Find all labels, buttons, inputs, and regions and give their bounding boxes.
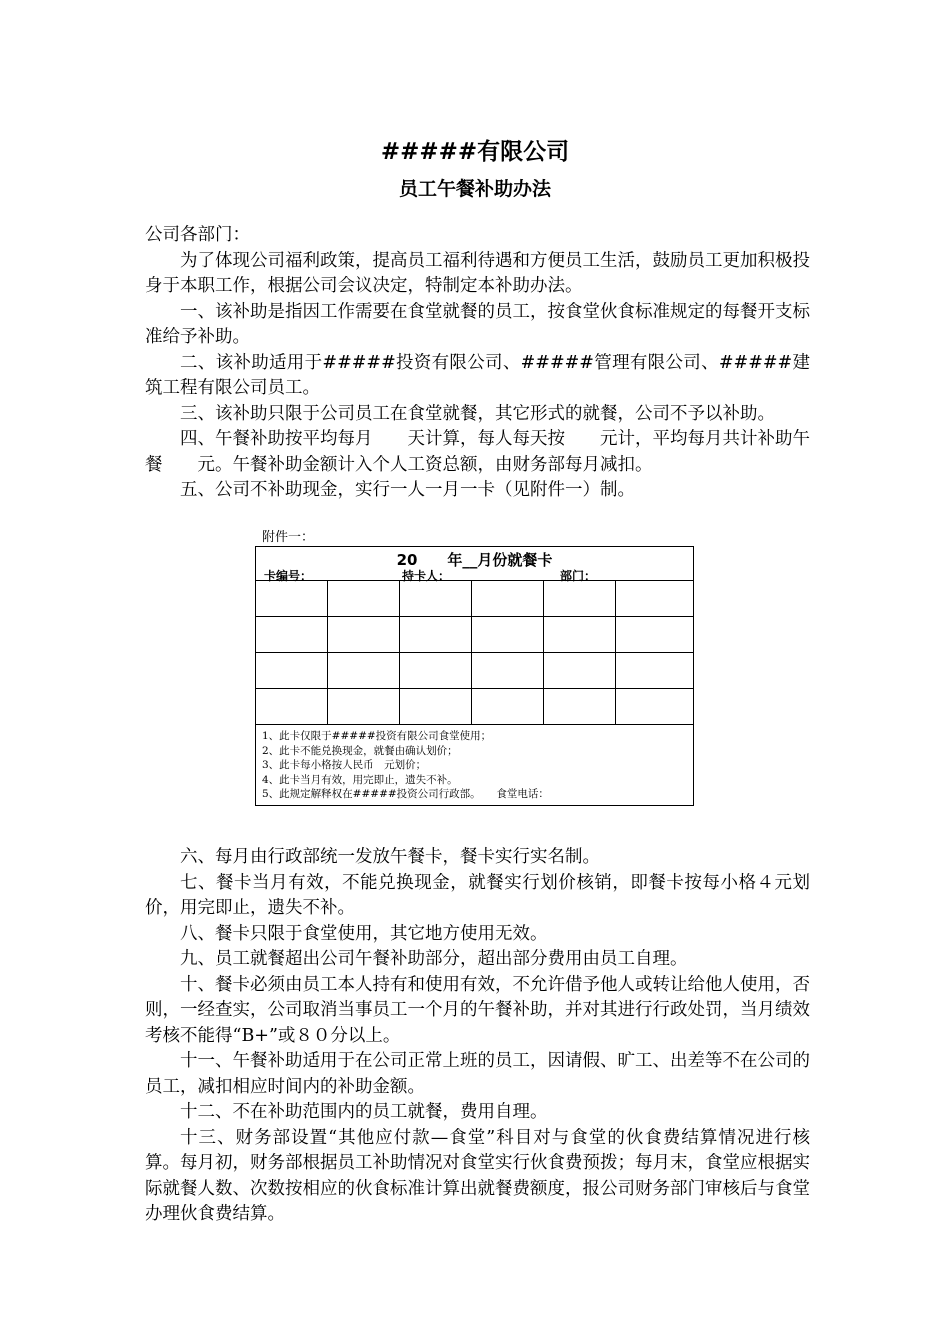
grid-cell — [616, 689, 694, 725]
grid-cell — [472, 581, 544, 617]
grid-cell — [328, 689, 400, 725]
clause-5: 五、公司不补助现金，实行一人一月一卡（见附件一）制。 — [180, 480, 635, 500]
card-holder-label: 持卡人： — [402, 569, 451, 583]
grid-cell — [400, 617, 472, 653]
clause-12: 十二、不在补助范围内的员工就餐，费用自理。 — [180, 1102, 548, 1122]
preamble: 为了体现公司福利政策，提高员工福利待遇和方便员工生活，鼓励员工更加积极投身于本职工作，根据公司会议决定，特制定本补助办法。 — [145, 250, 810, 296]
clause-3: 三、该补助只限于公司员工在食堂就餐，其它形式的就餐，公司不予以补助。 — [180, 403, 775, 424]
meal-card — [255, 546, 694, 806]
grid-row — [256, 689, 693, 725]
clause-10: 十、餐卡必须由员工本人持有和使用有效，不允许借予他人或转让给他人使用，否则，一经查实，公司取消当事员工一个月的午餐补助，并对其进行行政处罚，当月绩效考核不能得“B+”或８０分以上。 — [145, 974, 810, 1046]
grid-cell — [256, 653, 328, 689]
body-top — [145, 223, 810, 504]
document-title: 员工午餐补助办法 — [398, 178, 551, 200]
card-department-label: 部门： — [560, 569, 597, 583]
card-note: 4、此卡当月有效，用完即止，遗失不补。 — [262, 773, 458, 786]
grid-cell — [472, 689, 544, 725]
attachment-label: 附件一： — [262, 530, 315, 545]
card-note: 5、此规定解释权在#####投资公司行政部。 食堂电话： — [262, 788, 549, 800]
grid-row — [256, 653, 693, 689]
clause-4: 四、午餐补助按平均每月 天计算，每人每天按 元计，平均每月共计补助午餐 元。午餐补助金额计入个人工资总额，由财务部每月减扣。 — [145, 429, 810, 475]
clause-1: 一、该补助是指因工作需要在食堂就餐的员工，按食堂伙食标准规定的每餐开支标准给予补助。 — [145, 301, 810, 347]
grid-cell — [328, 581, 400, 617]
card-note: 1、此卡仅限于#####投资有限公司食堂使用； — [262, 730, 492, 742]
grid-cell — [256, 581, 328, 617]
clause-6: 六、每月由行政部统一发放午餐卡，餐卡实行实名制。 — [180, 847, 600, 867]
grid-cell — [256, 689, 328, 725]
grid-cell — [400, 581, 472, 617]
grid-cell — [472, 617, 544, 653]
grid-cell — [328, 653, 400, 689]
card-notes — [262, 729, 549, 802]
grid-cell — [256, 617, 328, 653]
grid-cell — [544, 581, 616, 617]
clause-11: 十一、午餐补助适用于在公司正常上班的员工，因请假、旷工、出差等不在公司的员工，减扣相应时间内的补助金额。 — [145, 1051, 810, 1097]
grid-cell — [544, 689, 616, 725]
card-number-label: 卡编号： — [264, 569, 313, 583]
grid-cell — [616, 581, 694, 617]
clause-2: 二、该补助适用于#####投资有限公司、#####管理有限公司、#####建筑工程有限公司员工。 — [145, 352, 810, 398]
grid-cell — [400, 689, 472, 725]
grid-row — [256, 581, 693, 617]
grid-cell — [400, 653, 472, 689]
grid-cell — [328, 617, 400, 653]
grid-cell — [616, 653, 694, 689]
clause-9: 九、员工就餐超出公司午餐补助部分，超出部分费用由员工自理。 — [180, 949, 688, 969]
card-fields — [256, 567, 693, 581]
grid-row — [256, 617, 693, 653]
grid-cell — [544, 617, 616, 653]
body-bottom — [145, 845, 810, 1228]
clause-7: 七、餐卡当月有效，不能兑换现金，就餐实行划价核销，即餐卡按每小格４元划价，用完即止，遗失不补。 — [145, 872, 810, 918]
grid-cell — [616, 617, 694, 653]
company-name: #####有限公司 — [380, 139, 570, 165]
card-note: 3、此卡每小格按人民币 元划价； — [262, 759, 427, 771]
card-grid — [256, 580, 693, 725]
salutation: 公司各部门： — [145, 225, 250, 245]
grid-cell — [544, 653, 616, 689]
clause-8: 八、餐卡只限于食堂使用，其它地方使用无效。 — [180, 923, 548, 944]
grid-cell — [472, 653, 544, 689]
clause-13: 十三、财务部设置“其他应付款—食堂”科目对与食堂的伙食费结算情况进行核算。每月初，财务部根据员工补助情况对食堂实行伙食费预拨；每月末，食堂应根据实际就餐人数、次数按相应的伙食标准计算出就餐费额度，报公司财务部门审核后与食堂办理伙食费结算。 — [145, 1127, 810, 1224]
card-note: 2、此卡不能兑换现金，就餐由确认划价； — [262, 744, 458, 757]
card-title: 20 年__月份就餐卡 — [396, 551, 553, 569]
